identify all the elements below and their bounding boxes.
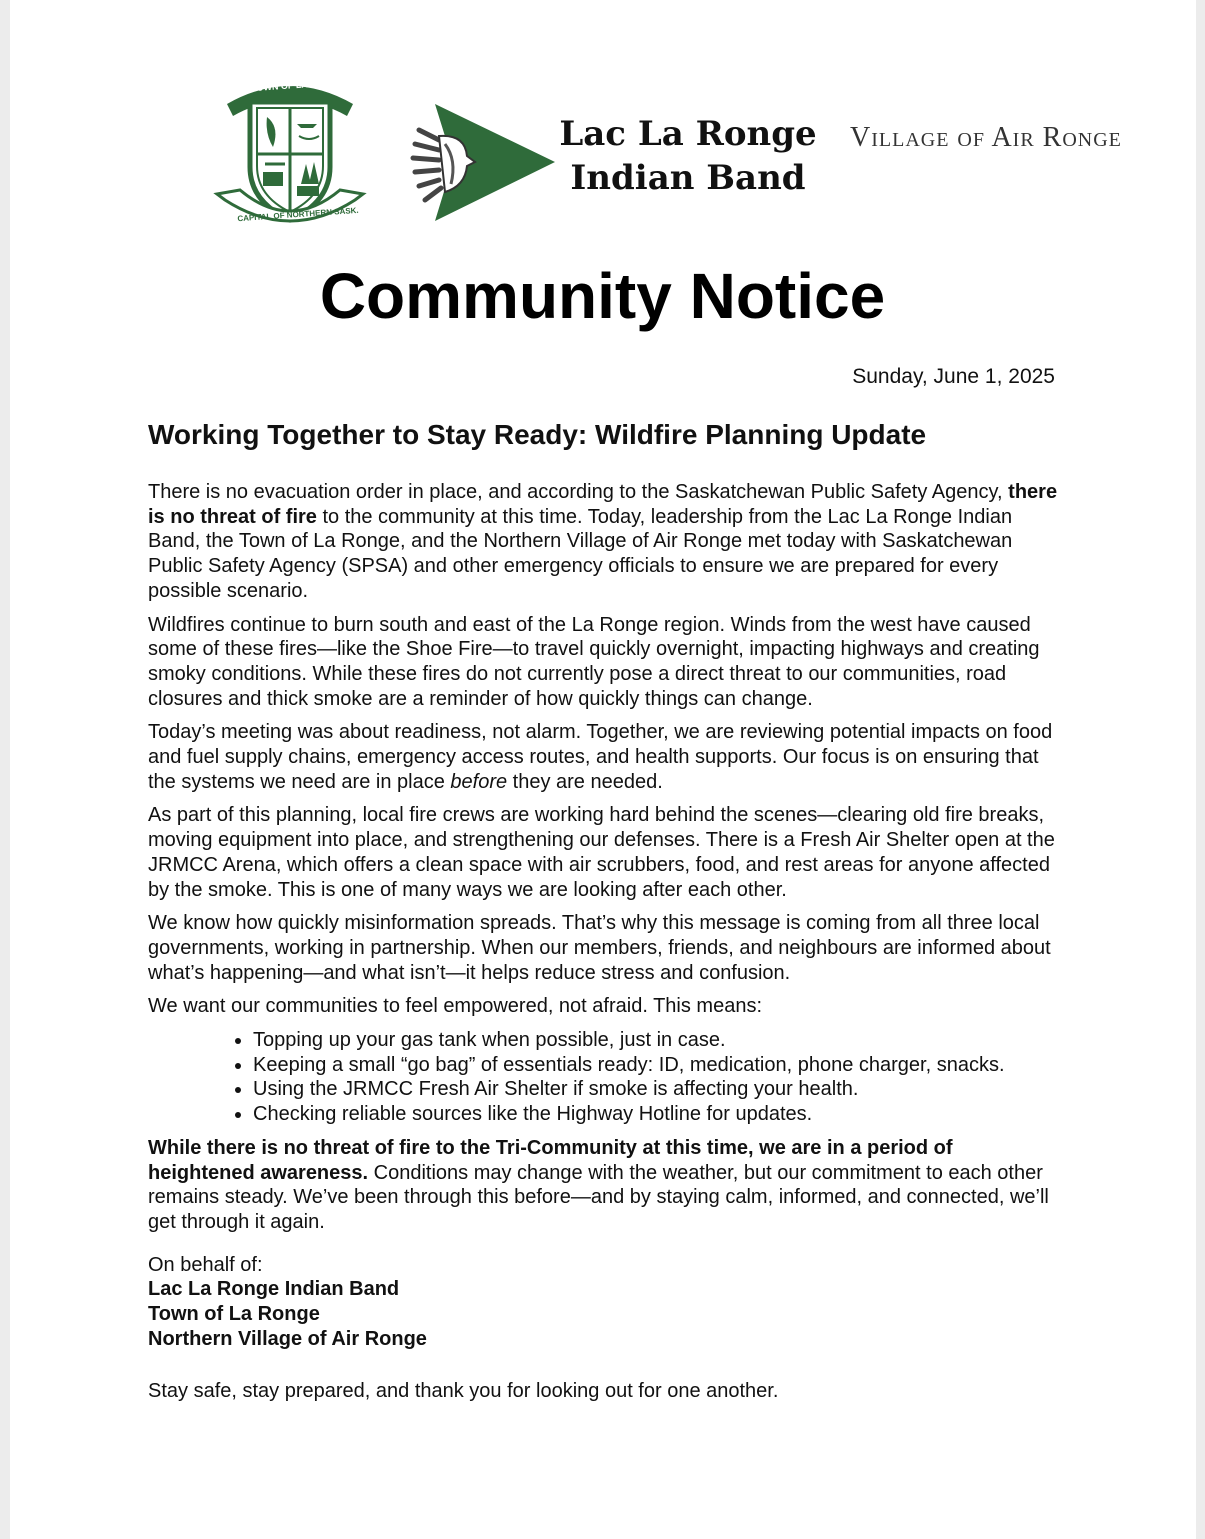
preparedness-list — [148, 1028, 1060, 1127]
lac-la-ronge-indian-band-logo — [405, 100, 565, 225]
llrib-wordmark — [548, 112, 828, 200]
notice-date: Sunday, June 1, 2025 — [852, 365, 1055, 388]
town-banner-top: TOWN OF LA RONGE — [250, 76, 344, 94]
p3-text-a: Today’s meeting was about readiness, not alarm. Together, we are reviewing potential impacts on food and fuel supply chains, emergency access routes, and health supports. Our focus is on ensuring that the systems we need are in place — [148, 721, 1053, 793]
paragraph-7 — [148, 1136, 1060, 1235]
page-title: Community Notice — [319, 260, 886, 332]
list-item: • Keeping a small “go bag” of essentials ready: ID, medication, phone charger, snacks. — [253, 1053, 1060, 1078]
p7-emphasis: While there is no threat of fire to the Tri-Community at this time, we are in a period of heightened awareness. — [148, 1136, 953, 1184]
village-of-air-ronge-wordmark: Village of Air Ronge — [850, 122, 1122, 153]
p1-emphasis: there is no threat of fire — [148, 481, 1058, 528]
notice-body — [148, 480, 1060, 1403]
paragraph-1 — [148, 480, 1060, 604]
list-item: • Using the JRMCC Fresh Air Shelter if smoke is affecting your health. — [253, 1077, 1060, 1102]
paragraph-6: We want our communities to feel empowered, not afraid. This means: — [148, 995, 762, 1018]
signoff-org: Town of La Ronge — [148, 1303, 320, 1326]
paragraph-5: We know how quickly misinformation spreads. That’s why this message is coming from all three local governments, working in partnership. When our members, friends, and neighbours are informed about what’s happening—and what isn’t—it helps reduce stress and confusion. — [148, 912, 1051, 984]
signoff — [148, 1253, 1060, 1352]
p3-text-c: they are needed. — [507, 770, 663, 793]
p1-text-a: There is no evacuation order in place, and according to the Saskatchewan Public Safety Agency, — [148, 481, 1009, 503]
paragraph-4: As part of this planning, local fire crews are working hard behind the scenes—clearing old fire breaks, moving equipment into place, and strengthening our defenses. There is a Fresh Air Shelter open at the JRMCC Arena, which offers a clean space with air scrubbers, food, and rest areas for anyone affected by the smoke. This is one of many ways we are looking after each other. — [148, 804, 1055, 901]
list-item: • Checking reliable sources like the Highway Hotline for updates. — [253, 1102, 1060, 1127]
paragraph-2: Wildfires continue to burn south and east of the La Ronge region. Winds from the west have caused some of these fires—like the Shoe Fire—to travel quickly overnight, impacting highways and creating smoky conditions. While these fires do not currently pose a direct threat to our communities, road closures and thick smoke are a reminder of how quickly things can change. — [148, 613, 1040, 710]
notice-heading: Working Together to Stay Ready: Wildfire Planning Update — [148, 419, 927, 450]
list-item: • Topping up your gas tank when possible, just in case. — [253, 1028, 1060, 1053]
signoff-intro: On behalf of: — [148, 1253, 263, 1276]
paragraph-3 — [148, 720, 1060, 794]
p3-emphasis: before — [450, 770, 508, 793]
signoff-org: Lac La Ronge Indian Band — [148, 1278, 400, 1301]
town-banner-bottom: CAPITAL OF NORTHERN SASK. — [237, 205, 359, 224]
closing-line: Stay safe, stay prepared, and thank you for looking out for one another. — [148, 1379, 779, 1402]
signoff-org: Northern Village of Air Ronge — [148, 1327, 427, 1350]
p7-text-b: Conditions may change with the weather, but our commitment to each other remains steady. We’ve been through this before—and by staying calm, informed, and connected, we’ll get through it again. — [148, 1161, 1049, 1233]
llrib-line-2: Indian Band — [570, 158, 806, 198]
p1-text-c: to the community at this time. Today, leadership from the Lac La Ronge Indian Band, the Town of La Ronge, and the Northern Village of Air Ronge met today with Saskatchewan Public Safety Agency (SPSA) and other emergency officials to ensure we are prepared for every possible scenario. — [148, 505, 1013, 602]
llrib-line-1: Lac La Ronge — [559, 114, 817, 154]
